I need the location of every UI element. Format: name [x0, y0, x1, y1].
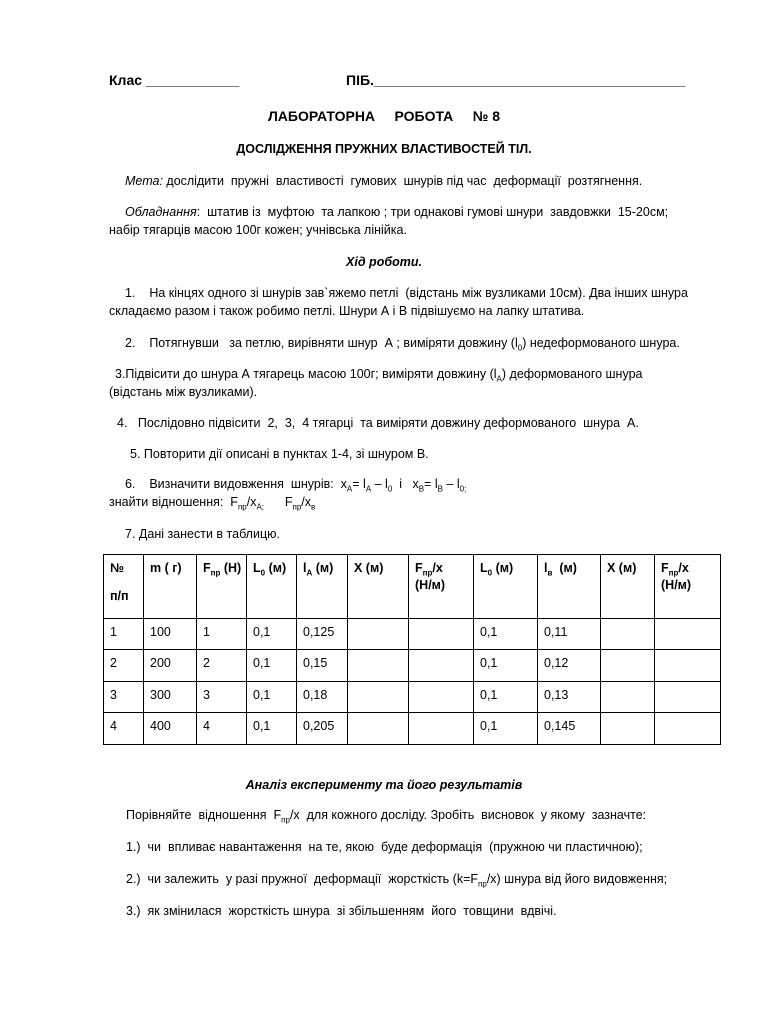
table-cell: 1 — [104, 619, 144, 650]
header-cell-force: $F_{пр}$ (Н) — [197, 555, 247, 619]
equipment-paragraph — [125, 205, 668, 219]
table-cell: 0,1 — [247, 713, 297, 745]
table-cell: 0,145 — [538, 713, 601, 745]
step-3-line-2: (відстань між вузликами). — [109, 385, 258, 399]
step-6-line-2: знайти відношення: $F_{пр}/х_{А;}$ $F_{пр}/х_в$ — [109, 495, 316, 512]
procedure-title: Хід роботи. — [346, 255, 422, 269]
table-cell: 4 — [104, 713, 144, 745]
step-4: 4. Послідовно підвісити 2, 3, 4 тягарці та виміряти довжину деформованого шнура А. — [117, 416, 639, 430]
table-cell: 0,1 — [474, 681, 538, 712]
goal-text: дослідити пружні властивості гумових шнурів під час деформації розтягнення. — [162, 174, 643, 188]
table-cell: 1 — [197, 619, 247, 650]
table-header-row — [104, 555, 721, 619]
table-cell: 200 — [144, 650, 197, 681]
table-cell: 2 — [197, 650, 247, 681]
header-cell-extension-a: Х (м) — [348, 555, 409, 619]
table-cell: 100 — [144, 619, 197, 650]
table-cell: 400 — [144, 713, 197, 745]
header-cell-length-a: $l_А$ (м) — [297, 555, 348, 619]
header-cell-initial-length-a: $L_0$ (м) — [247, 555, 297, 619]
table-cell: 0,15 — [297, 650, 348, 681]
table-row — [104, 681, 721, 712]
table-cell — [348, 619, 409, 650]
step-3-line-1: 3.Підвісити до шнура А тягарець масою 100г; виміряти довжину $(l_А)$ деформованого шнура — [115, 367, 643, 384]
step-1-line-1: 1. На кінцях одного зі шнурів зав`яжемо петлі (відстань між вузликами 10см). Два інших шнура — [125, 286, 688, 300]
table-cell — [409, 650, 474, 681]
table-cell — [409, 619, 474, 650]
table-cell: 0,205 — [297, 713, 348, 745]
table-cell: 4 — [197, 713, 247, 745]
header-cell-number: № п/п — [104, 555, 144, 619]
table-cell — [655, 619, 721, 650]
step-1-line-2: складаємо разом і також робимо петлі. Шнури А і В підвішуємо на лапку штатива. — [109, 304, 585, 318]
table-cell — [409, 681, 474, 712]
measurements-table — [103, 554, 721, 745]
table-cell — [348, 681, 409, 712]
table-cell — [655, 650, 721, 681]
step-6-line-1: 6. Визначити видовження шнурів: $х_А= l_А - l_0$ і $х_В= l_В - l_{0;}$ — [125, 477, 467, 494]
step-5: 5. Повторити дії описані в пунктах 1-4, зі шнуром В. — [130, 447, 429, 461]
header-cell-length-b: $l_в$ (м) — [538, 555, 601, 619]
analysis-question-2: 2.) чи залежить у разі пружної деформації жорсткість $(k=F_{пр}/х)$ шнура від його видовження; — [126, 872, 668, 889]
table-cell: 0,18 — [297, 681, 348, 712]
header-cell-stiffness-a: $F_{пр}/х$ (Н/м) — [409, 555, 474, 619]
table-cell — [601, 681, 655, 712]
table-cell: 0,1 — [474, 650, 538, 681]
table-cell — [348, 650, 409, 681]
table-row — [104, 713, 721, 745]
table-row — [104, 619, 721, 650]
table-cell: 0,13 — [538, 681, 601, 712]
table-cell: 0,12 — [538, 650, 601, 681]
goal-label: Мета: — [125, 174, 163, 188]
step-2: 2. Потягнувши за петлю, вирівняти шнур А ; виміряти довжину $(l_0)$ недеформованого шнура. — [125, 336, 680, 353]
equipment-text-2: набір тягарців масою 100г кожен; учнівська лінійка. — [109, 223, 407, 237]
table-cell: 0,1 — [247, 681, 297, 712]
analysis-question-1: 1.) чи впливає навантаження на те, якою буде деформація (пружною чи пластичною); — [126, 840, 643, 854]
table-cell: 0,125 — [297, 619, 348, 650]
step-7: 7. Дані занести в таблицю. — [125, 527, 280, 541]
table-cell: 3 — [197, 681, 247, 712]
table-cell: 2 — [104, 650, 144, 681]
analysis-title: Аналіз експерименту та його результатів — [245, 778, 523, 792]
table-cell — [409, 713, 474, 745]
name-field-label: ПІБ.________________________________________ — [346, 72, 686, 88]
goal-paragraph — [125, 174, 642, 188]
lab-work-subtitle: ДОСЛІДЖЕННЯ ПРУЖНИХ ВЛАСТИВОСТЕЙ ТІЛ. — [236, 142, 532, 156]
header-cell-initial-length-b: $L_0$ (м) — [474, 555, 538, 619]
analysis-question-3: 3.) як змінилася жорсткість шнура зі збільшенням його товщини вдвічі. — [126, 904, 557, 918]
table-cell: 3 — [104, 681, 144, 712]
class-field-label: Клас ____________ — [109, 72, 240, 88]
table-cell — [348, 713, 409, 745]
table-cell: 300 — [144, 681, 197, 712]
analysis-intro: Порівняйте відношення $F_{пр}/х$ для кожного досліду. Зробіть висновок у якому зазначте: — [126, 808, 647, 825]
table-cell — [601, 650, 655, 681]
header-cell-extension-b: Х (м) — [601, 555, 655, 619]
equipment-text-1: : штатив із муфтою та лапкою ; три однакові гумові шнури завдовжки 15-20см; — [196, 205, 669, 219]
table-cell: 0,1 — [474, 713, 538, 745]
table-cell — [601, 619, 655, 650]
table-row — [104, 650, 721, 681]
table-cell: 0,1 — [247, 619, 297, 650]
table-cell: 0,1 — [247, 650, 297, 681]
table-cell: 0,1 — [474, 619, 538, 650]
lab-work-title: ЛАБОРАТОРНА РОБОТА № 8 — [267, 108, 500, 124]
header-cell-stiffness-b: $F_{пр}/х$ (Н/м) — [655, 555, 721, 619]
table-cell — [655, 681, 721, 712]
table-cell: 0,11 — [538, 619, 601, 650]
equipment-label: Обладнання — [125, 205, 197, 219]
table-cell — [601, 713, 655, 745]
table-cell — [655, 713, 721, 745]
header-cell-mass: m ( г) — [144, 555, 197, 619]
